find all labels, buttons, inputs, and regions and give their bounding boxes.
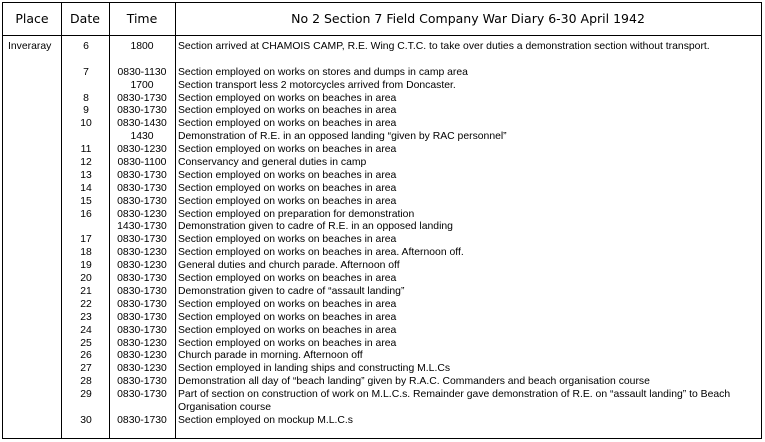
cell-date: 14 <box>80 182 92 194</box>
cell-date: 27 <box>80 363 92 375</box>
cell-time: 0830-1730 <box>117 285 167 297</box>
cell-activity: Demonstration of R.E. in an opposed landing “given by RAC personnel” <box>178 131 507 143</box>
cell-date: 16 <box>80 208 92 220</box>
cell-date: 11 <box>80 144 92 156</box>
cell-activity: Demonstration all day of “beach landing” given by R.A.C. Commanders and beach organisation course <box>178 376 650 388</box>
cell-time: 0830-1730 <box>117 376 167 388</box>
cell-time: 1430 <box>130 131 154 143</box>
cell-activity: Section transport less 2 motorcycles arrived from Doncaster. <box>178 79 456 91</box>
cell-activity: Section employed on works on beaches in area <box>178 311 397 323</box>
cell-time: 0830-1130 <box>117 66 167 78</box>
cell-time: 0830-1730 <box>117 311 167 323</box>
cell-activity: Section employed on works on beaches in area <box>178 105 397 117</box>
cell-date: 26 <box>80 350 92 362</box>
cell-date: 29 <box>80 389 92 401</box>
cell-activity: Demonstration given to cadre of “assault landing” <box>178 285 405 297</box>
table-row <box>3 80 761 93</box>
cell-time: 0830-1730 <box>117 298 167 310</box>
cell-time: 0830-1730 <box>117 105 167 117</box>
table-row <box>3 67 761 80</box>
cell-date: 19 <box>80 260 92 272</box>
cell-time: 0830-1730 <box>117 273 167 285</box>
table-row <box>3 247 761 260</box>
cell-time: 0830-1230 <box>117 208 167 220</box>
table-row <box>3 389 761 415</box>
cell-time: 0830-1730 <box>117 389 167 401</box>
cell-time: 0830-1230 <box>117 350 167 362</box>
cell-activity: Section employed on works on beaches in area <box>178 234 397 246</box>
cell-time: 1430-1730 <box>117 221 167 233</box>
cell-activity: Section employed on works on beaches in area <box>178 182 397 194</box>
cell-activity: Section employed on works on beaches in area <box>178 169 397 181</box>
cell-date: 24 <box>80 324 92 336</box>
table-row <box>3 350 761 363</box>
cell-time: 0830-1230 <box>117 363 167 375</box>
cell-date: 12 <box>80 157 92 169</box>
cell-time: 0830-1230 <box>117 260 167 272</box>
cell-time: 0830-1230 <box>117 247 167 259</box>
table-row <box>3 221 761 234</box>
table-row <box>3 118 761 131</box>
cell-activity: Section employed on preparation for demonstration <box>178 208 415 220</box>
table-row <box>3 157 761 170</box>
table-header <box>3 3 761 36</box>
cell-date: 23 <box>80 311 92 323</box>
cell-activity: Section employed on works on beaches in area <box>178 195 397 207</box>
table-row <box>3 144 761 157</box>
table-row <box>3 415 761 428</box>
cell-activity: Section employed on works on beaches in area <box>178 324 397 336</box>
cell-activity: Section employed on mockup M.L.C.s <box>178 414 353 426</box>
cell-time: 1800 <box>130 41 154 52</box>
cell-time: 0830-1230 <box>117 144 167 156</box>
table-row <box>3 325 761 338</box>
cell-activity: Church parade in morning. Afternoon off <box>178 350 363 362</box>
table-row <box>3 131 761 144</box>
cell-activity: Demonstration given to cadre of R.E. in an opposed landing <box>178 221 453 233</box>
table-row <box>3 260 761 273</box>
cell-activity: Section employed on works on beaches in area <box>178 273 397 285</box>
cell-activity: Section employed in landing ships and constructing M.L.Cs <box>178 363 451 375</box>
cell-date: 21 <box>80 285 92 297</box>
table-row <box>3 93 761 106</box>
table-row <box>3 338 761 351</box>
cell-time: 0830-1730 <box>117 92 167 104</box>
table-row <box>3 170 761 183</box>
cell-date: 10 <box>80 118 92 130</box>
cell-time: 0830-1730 <box>117 234 167 246</box>
cell-activity: Section employed on works on beaches in area. Afternoon off. <box>178 247 464 259</box>
cell-date: 17 <box>80 234 92 246</box>
table-row <box>3 183 761 196</box>
cell-date: 30 <box>80 414 92 426</box>
cell-time: 0830-1430 <box>117 118 167 130</box>
cell-activity: Section employed on works on beaches in area <box>178 144 397 156</box>
cell-date: 28 <box>80 376 92 388</box>
header-date: Date <box>70 11 100 26</box>
cell-activity: Section employed on works on beaches in area <box>178 337 397 349</box>
cell-time: 0830-1730 <box>117 195 167 207</box>
cell-date: 6 <box>83 41 89 52</box>
table-row <box>3 105 761 118</box>
cell-time: 0830-1230 <box>117 337 167 349</box>
cell-activity: Conservancy and general duties in camp <box>178 157 367 169</box>
cell-time: 0830-1100 <box>117 157 167 169</box>
table-row <box>3 196 761 209</box>
cell-activity: Part of section on construction of work on M.L.C.s. Remainder gave demonstration of R.E. on “assault landing” to Beach Organisation course <box>178 389 731 413</box>
cell-time: 0830-1730 <box>117 324 167 336</box>
cell-activity: Section employed on works on beaches in area <box>178 92 397 104</box>
cell-activity: Section employed on works on beaches in area <box>178 298 397 310</box>
cell-place: Inveraray <box>8 41 52 52</box>
cell-date: 20 <box>80 273 92 285</box>
cell-time: 1700 <box>130 79 154 91</box>
cell-time: 0830-1730 <box>117 414 167 426</box>
cell-time: 0830-1730 <box>117 169 167 181</box>
table-row <box>3 41 761 67</box>
cell-date: 9 <box>83 105 89 117</box>
header-time: Time <box>126 11 158 26</box>
table-row <box>3 286 761 299</box>
cell-date: 13 <box>80 169 92 181</box>
cell-date: 22 <box>80 298 92 310</box>
cell-date: 25 <box>80 337 92 349</box>
table-row <box>3 273 761 286</box>
cell-time: 0830-1730 <box>117 182 167 194</box>
table-row <box>3 312 761 325</box>
cell-activity: Section employed on works on stores and dumps in camp area <box>178 66 468 78</box>
table-body <box>3 36 761 428</box>
table-row <box>3 363 761 376</box>
cell-activity: General duties and church parade. Afternoon off <box>178 260 400 272</box>
cell-date: 15 <box>80 195 92 207</box>
cell-date: 18 <box>80 247 92 259</box>
cell-activity: Section arrived at CHAMOIS CAMP, R.E. Wing C.T.C. to take over duties a demonstration section without transport. <box>178 41 710 52</box>
table-row <box>3 299 761 312</box>
cell-date: 8 <box>83 92 89 104</box>
header-title: No 2 Section 7 Field Company War Diary 6-30 April 1942 <box>291 11 645 26</box>
table-row <box>3 234 761 247</box>
war-diary-table <box>2 2 762 439</box>
table-row <box>3 376 761 389</box>
cell-activity: Section employed on works on beaches in area <box>178 118 397 130</box>
cell-date: 7 <box>83 66 89 78</box>
table-row <box>3 209 761 222</box>
header-place: Place <box>15 11 49 26</box>
